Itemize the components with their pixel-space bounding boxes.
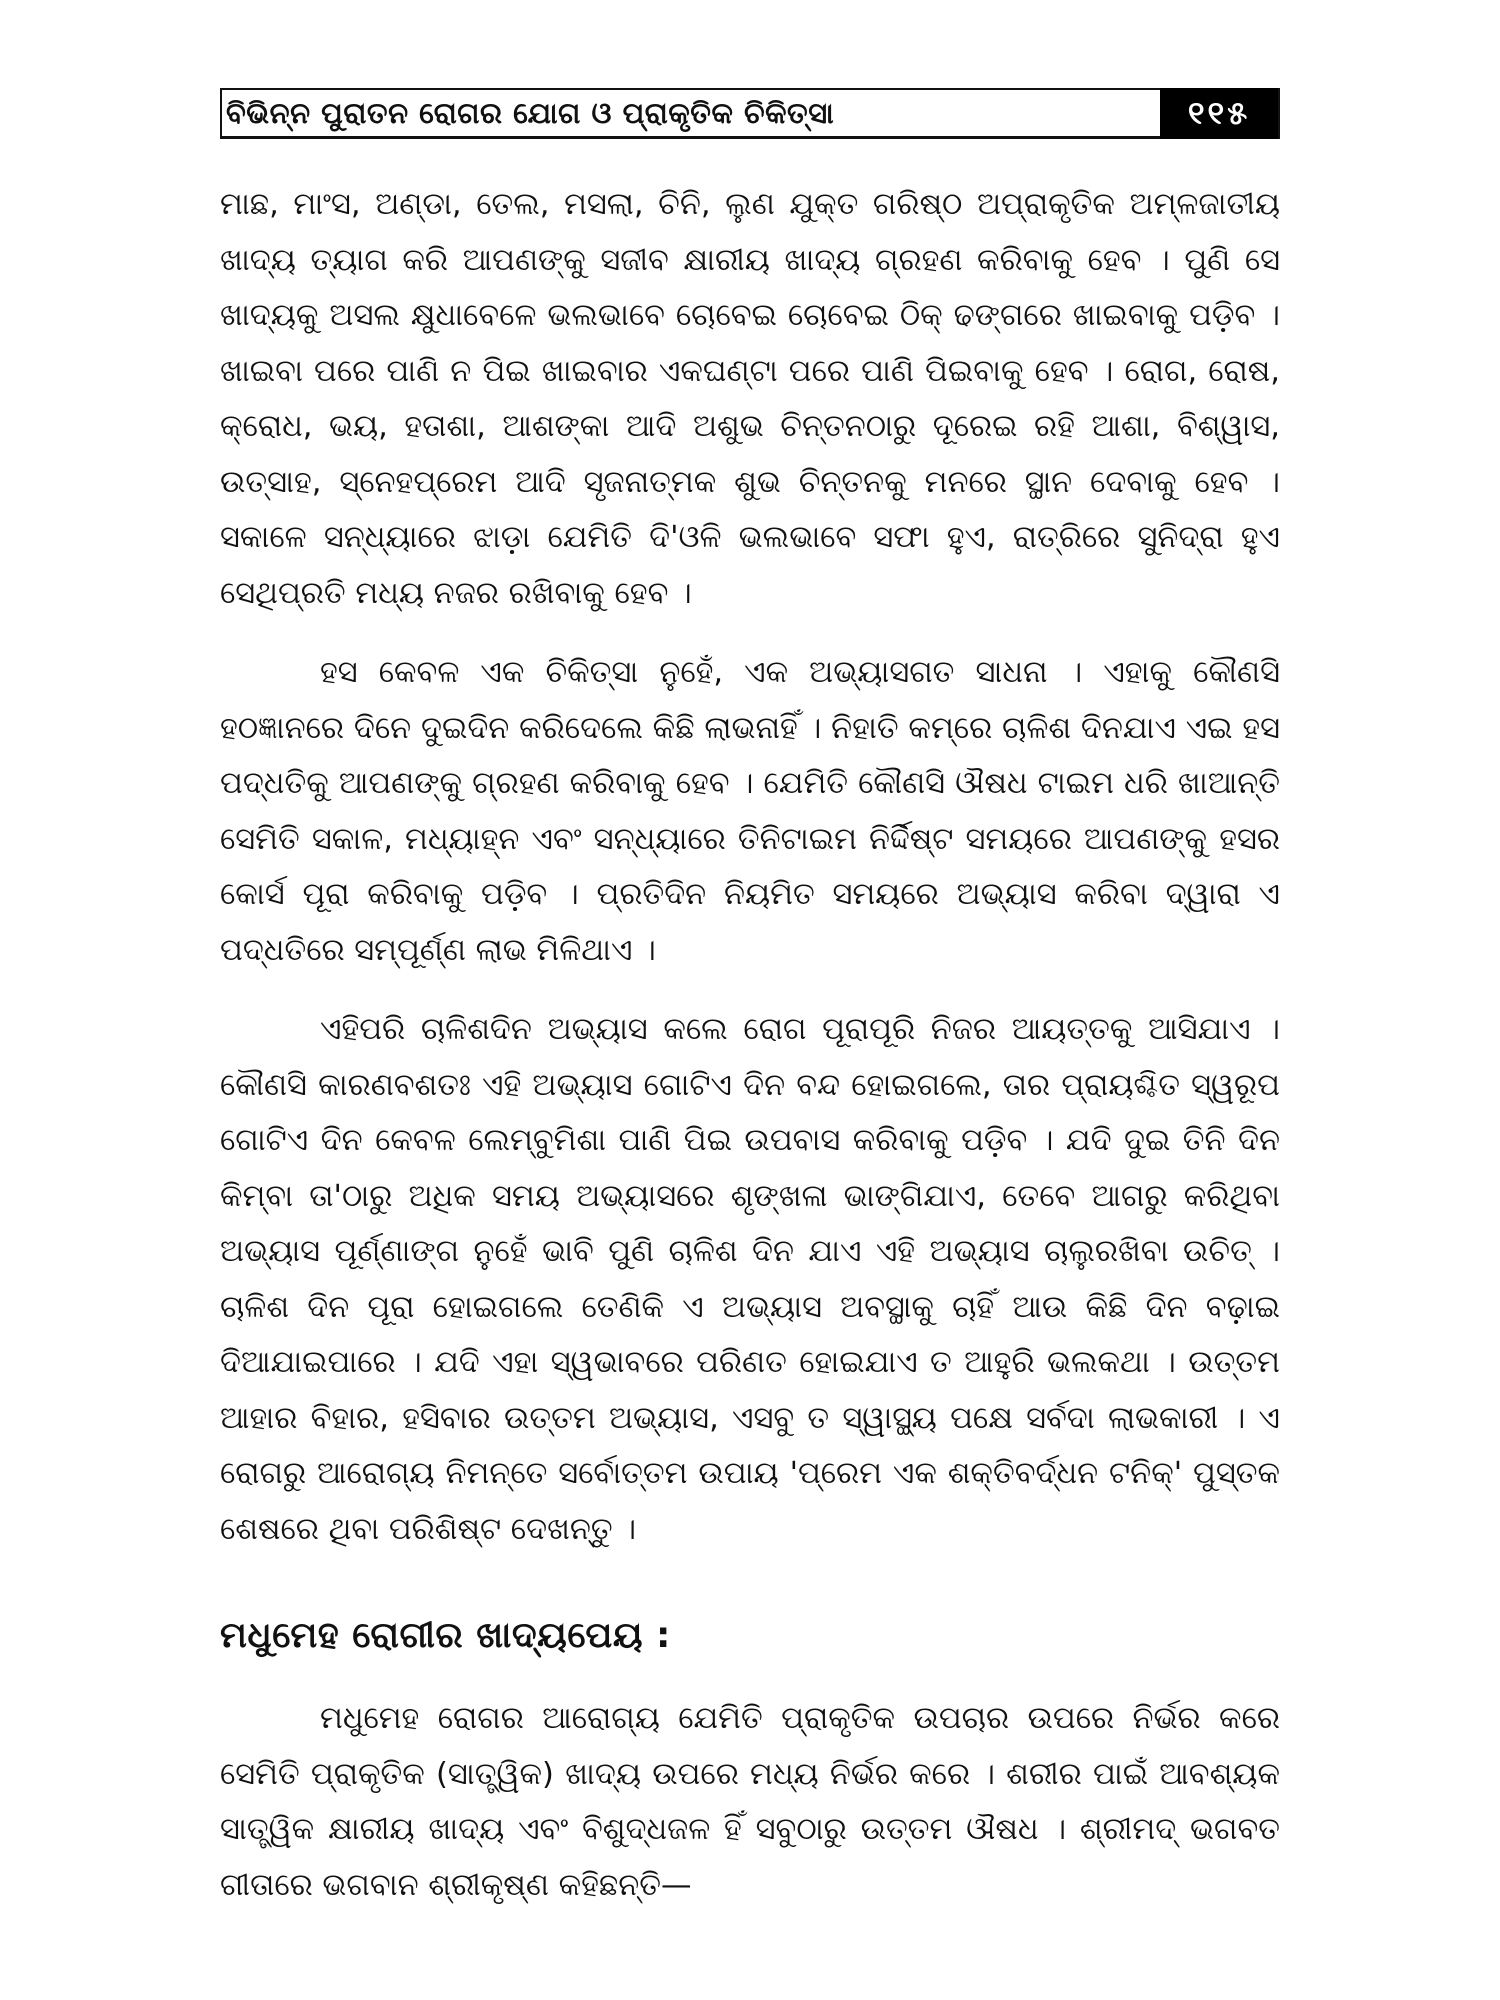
paragraph: ହସ କେବଳ ଏକ ଚିକିତ୍ସା ନୁହେଁ, ଏକ ଅଭ୍ୟାସଗତ ସାଧନା । ଏହାକୁ କୌଣସି ହଠଜ୍ଞାନରେ ଦିନେ ଦୁଇଦିନ କରିଦେଲେ କିଛି ଲାଭନାହିଁ । ନିହାତି କମ୍‌ରେ ଚାଳିଶ ଦିନଯାଏ ଏଇ ହସ ପଦ୍ଧତିକୁ ଆପଣଙ୍କୁ ଗ୍ରହଣ କରିବାକୁ ହେବ । ଯେମିତି କୌଣସି ଔଷଧ ଟାଇମ ଧରି ଖାଆନ୍ତି ସେମିତି ସକାଳ, ମଧ୍ୟାହ୍ନ ଏବଂ ସନ୍ଧ୍ୟାରେ ତିନିଟାଇମ ନିର୍ଦ୍ଦିଷ୍ଟ ସମୟରେ ଆପଣଙ୍କୁ ହସର କୋର୍ସ ପୂରା କରିବାକୁ ପଡ଼ିବ । ପ୍ରତିଦିନ ନିୟମିତ ସମୟରେ ଅଭ୍ୟାସ କରିବା ଦ୍ୱାରା ଏ ପଦ୍ଧତିରେ ସମ୍ପୂର୍ଣ୍ଣ ଲାଭ ମିଳିଥାଏ ।	[220, 655, 1280, 968]
paragraph: ଏହିପରି ଚାଳିଶଦିନ ଅଭ୍ୟାସ କଲେ ରୋଗ ପୂରାପୂରି ନିଜର ଆୟତ୍ତକୁ ଆସିଯାଏ । କୌଣସି କାରଣବଶତଃ ଏହି ଅଭ୍ୟାସ ଗୋଟିଏ ଦିନ ବନ୍ଦ ହୋଇଗଲେ, ତାର ପ୍ରାୟଶ୍ଚିତ ସ୍ୱରୂପ ଗୋଟିଏ ଦିନ କେବଳ ଲେମ୍ବୁମିଶା ପାଣି ପିଇ ଉପବାସ କରିବାକୁ ପଡ଼ିବ । ଯଦି ଦୁଇ ତିନି ଦିନ କିମ୍ବା ତା'ଠାରୁ ଅଧିକ ସମୟ ଅଭ୍ୟାସରେ ଶୃଙ୍ଖଳା ଭାଙ୍ଗିଯାଏ, ତେବେ ଆଗରୁ କରିଥିବା ଅଭ୍ୟାସ ପୂର୍ଣ୍ଣାଙ୍ଗ ନୁହେଁ ଭାବି ପୁଣି ଚାଳିଶ ଦିନ ଯାଏ ଏହି ଅଭ୍ୟାସ ଚାଲୁରଖିବା ଉଚିତ୍ । ଚାଳିଶ ଦିନ ପୂରା ହୋଇଗଲେ ତେଣିକି ଏ ଅଭ୍ୟାସ ଅବସ୍ଥାକୁ ଚାହିଁ ଆଉ କିଛି ଦିନ ବଢ଼ାଇ ଦିଆଯାଇପାରେ । ଯଦି ଏହା ସ୍ୱଭାବରେ ପରିଣତ ହୋଇଯାଏ ତ ଆହୁରି ଭଲକଥା । ଉତ୍ତମ ଆହାର ବିହାର, ହସିବାର ଉତ୍ତମ ଅଭ୍ୟାସ, ଏସବୁ ତ ସ୍ୱାସ୍ଥ୍ୟ ପକ୍ଷେ ସର୍ବଦା ଲାଭକାରୀ । ଏ ରୋଗରୁ ଆରୋଗ୍ୟ ନିମନ୍ତେ ସର୍ବୋତ୍ତମ ଉପାୟ 'ପ୍ରେମ ଏକ ଶକ୍ତିବର୍ଦ୍ଧନ ଟନିକ୍' ପୁସ୍ତକ ଶେଷରେ ଥିବା ପରିଶିଷ୍ଟ ଦେଖନ୍ତୁ ।	[220, 1012, 1280, 1547]
running-header	[220, 88, 1280, 139]
paragraph: ମଧୁମେହ ରୋଗର ଆରୋଗ୍ୟ ଯେମିତି ପ୍ରାକୃତିକ ଉପଚାର ଉପରେ ନିର୍ଭର କରେ ସେମିତି ପ୍ରାକୃତିକ (ସାତ୍ତ୍ୱିକ) ଖାଦ୍ୟ ଉପରେ ମଧ୍ୟ ନିର୍ଭର କରେ । ଶରୀର ପାଇଁ ଆବଶ୍ୟକ ସାତ୍ତ୍ୱିକ କ୍ଷାରୀୟ ଖାଦ୍ୟ ଏବଂ ବିଶୁଦ୍ଧଜଳ ହିଁ ସବୁଠାରୁ ଉତ୍ତମ ଔଷଧ । ଶ୍ରୀମଦ୍ ଭଗବତ ଗୀତାରେ ଭଗବାନ ଶ୍ରୀକୃଷ୍ଣ କହିଛନ୍ତି—	[220, 1701, 1280, 1903]
book-page	[220, 88, 1280, 1937]
running-header-title: ବିଭିନ୍ନ ପୁରାତନ ରୋଗର ଯୋଗ ଓ ପ୍ରାକୃତିକ ଚିକିତ୍ସା	[226, 95, 835, 130]
section-heading: ମଧୁମେହ ରୋଗୀର ଖାଦ୍ୟପେୟ :	[220, 1615, 671, 1656]
paragraph: ମାଛ, ମାଂସ, ଅଣ୍ଡା, ତେଲ, ମସଲା, ଚିନି, ଲୁଣ ଯୁକ୍ତ ଗରିଷ୍ଠ ଅପ୍ରାକୃତିକ ଅମ୍ଳଜାତୀୟ ଖାଦ୍ୟ ତ୍ୟାଗ କରି ଆପଣଙ୍କୁ ସଜୀବ କ୍ଷାରୀୟ ଖାଦ୍ୟ ଗ୍ରହଣ କରିବାକୁ ହେବ । ପୁଣି ସେ ଖାଦ୍ୟକୁ ଅସଲ କ୍ଷୁଧାବେଳେ ଭଲଭାବେ ଚୋବେଇ ଚୋବେଇ ଠିକ୍ ଢଙ୍ଗରେ ଖାଇବାକୁ ପଡ଼ିବ । ଖାଇବା ପରେ ପାଣି ନ ପିଇ ଖାଇବାର ଏକଘଣ୍ଟା ପରେ ପାଣି ପିଇବାକୁ ହେବ । ରୋଗ, ରୋଷ, କ୍ରୋଧ, ଭୟ, ହତାଶା, ଆଶଙ୍କା ଆଦି ଅଶୁଭ ଚିନ୍ତନଠାରୁ ଦୂରେଇ ରହି ଆଶା, ବିଶ୍ୱାସ, ଉତ୍ସାହ, ସ୍ନେହପ୍ରେମ ଆଦି ସୃଜନାତ୍ମକ ଶୁଭ ଚିନ୍ତନକୁ ମନରେ ସ୍ଥାନ ଦେବାକୁ ହେବ । ସକାଳେ ସନ୍ଧ୍ୟାରେ ଝାଡ଼ା ଯେମିତି ଦି'ଓଳି ଭଲଭାବେ ସଫା ହୁଏ, ରାତ୍ରିରେ ସୁନିଦ୍ରା ହୁଏ ସେଥିପ୍ରତି ମଧ୍ୟ ନଜର ରଖିବାକୁ ହେବ ।	[220, 187, 1281, 611]
page-number: ୧୧୫	[1160, 88, 1278, 139]
page-body	[220, 177, 1280, 1913]
